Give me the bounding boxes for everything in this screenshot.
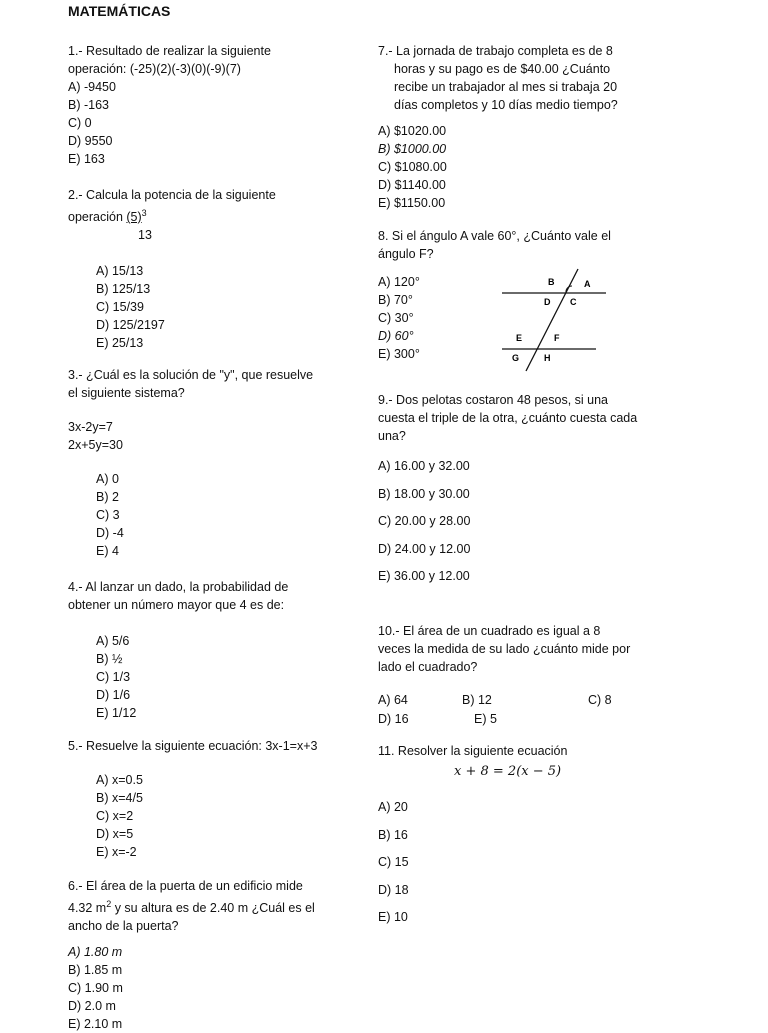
option-e[interactable]: E) 25/13 — [96, 336, 144, 350]
option-d[interactable]: D) 125/2197 — [96, 318, 165, 332]
option-a[interactable]: A) $1020.00 — [378, 124, 447, 138]
option-b[interactable]: B) ½ — [96, 652, 123, 666]
question-text: ángulo F? — [378, 247, 434, 261]
option-a[interactable]: A) 1.80 m — [68, 945, 123, 959]
question-text: 2.- Calcula la potencia de la siguiente — [68, 188, 276, 202]
question-3 — [68, 366, 368, 560]
label-d: D — [544, 297, 551, 307]
question-text: cuesta el triple de la otra, ¿cuánto cuesta cada — [378, 411, 638, 425]
option-e[interactable]: E) 4 — [96, 544, 119, 558]
question-text: 11. Resolver la siguiente ecuación — [378, 744, 568, 758]
label-a: A — [584, 279, 591, 289]
option-c[interactable]: C) 15/39 — [96, 300, 144, 314]
area-value: 4.32 m — [68, 901, 107, 915]
option-e[interactable]: E) 10 — [378, 910, 408, 924]
option-b[interactable]: B) 16 — [378, 827, 408, 842]
option-e[interactable]: E) 1/12 — [96, 706, 137, 720]
question-1 — [68, 42, 368, 168]
option-d[interactable]: D) 2.0 m — [68, 999, 116, 1013]
question-text: 5.- Resuelve la siguiente ecuación: 3x-1=x+3 — [68, 739, 318, 753]
question-text: el siguiente sistema? — [68, 386, 185, 400]
question-5 — [68, 737, 368, 861]
option-b[interactable]: B) x=4/5 — [96, 791, 143, 805]
question-7 — [378, 42, 642, 212]
option-a[interactable]: A) 120° — [378, 275, 420, 289]
option-b[interactable]: B) 2 — [96, 490, 119, 504]
option-d[interactable]: D) -4 — [96, 526, 124, 540]
label-h: H — [544, 353, 551, 363]
option-d[interactable]: D) 60° — [378, 329, 414, 343]
question-8 — [378, 227, 646, 363]
option-d[interactable]: D) 18 — [378, 882, 409, 897]
option-b[interactable]: B) -163 — [68, 98, 109, 112]
question-text: 6.- El área de la puerta de un edificio mide — [68, 879, 303, 893]
option-b[interactable]: B) $1000.00 — [378, 142, 447, 156]
option-a[interactable]: A) 20 — [378, 800, 408, 814]
option-c[interactable]: C) 1/3 — [96, 670, 131, 684]
equation: x + 8 = 2(x − 5) — [454, 764, 562, 779]
question-6 — [68, 877, 368, 1033]
question-11 — [378, 742, 646, 932]
option-a[interactable]: A) -9450 — [68, 80, 116, 94]
option-d[interactable]: D) 9550 — [68, 134, 113, 148]
equation-2: 2x+5y=30 — [68, 438, 123, 452]
question-text: una? — [378, 429, 406, 443]
question-text: lado el cuadrado? — [378, 660, 478, 674]
option-d[interactable]: D) x=5 — [96, 827, 134, 841]
option-b[interactable]: B) 12 — [462, 693, 492, 707]
option-a[interactable]: A) 64 — [378, 693, 408, 707]
option-a[interactable]: A) 0 — [96, 472, 119, 486]
option-a[interactable]: A) x=0.5 — [96, 773, 143, 787]
option-e[interactable]: E) 36.00 y 12.00 — [378, 569, 470, 583]
option-e[interactable]: E) x=-2 — [96, 845, 137, 859]
question-text — [68, 204, 368, 226]
option-c[interactable]: C) 30° — [378, 311, 414, 325]
fraction-denominator: 13 — [138, 228, 152, 242]
exponent: 2 — [106, 899, 112, 909]
label-g: G — [512, 353, 520, 363]
question-text: horas y su pago es de $40.00 ¿Cuánto — [394, 62, 611, 76]
option-e[interactable]: E) 5 — [474, 712, 497, 726]
question-text-rest: y su altura es de 2.40 m ¿Cuál es el — [111, 901, 315, 915]
option-c[interactable]: C) 3 — [96, 508, 120, 522]
option-b[interactable]: B) 125/13 — [96, 282, 151, 296]
option-c[interactable]: C) 0 — [68, 116, 92, 130]
option-d[interactable]: D) 1/6 — [96, 688, 131, 702]
question-text: veces la medida de su lado ¿cuánto mide por — [378, 642, 631, 656]
label-f: F — [554, 333, 560, 343]
question-text — [68, 895, 368, 917]
question-text: ancho de la puerta? — [68, 919, 179, 933]
option-a[interactable]: A) 15/13 — [96, 264, 144, 278]
option-c[interactable]: C) $1080.00 — [378, 160, 447, 174]
option-b[interactable]: B) 1.85 m — [68, 963, 123, 977]
question-2 — [68, 186, 368, 352]
fraction-numerator: (5) — [126, 210, 142, 224]
question-text: operación: (-25)(2)(-3)(0)(-9)(7) — [68, 62, 241, 76]
option-b[interactable]: B) 18.00 y 30.00 — [378, 486, 470, 501]
question-text: 1.- Resultado de realizar la siguiente — [68, 44, 271, 58]
question-text: recibe un trabajador al mes si trabaja 20 — [394, 80, 618, 94]
option-d[interactable]: D) $1140.00 — [378, 178, 446, 192]
option-a[interactable]: A) 5/6 — [96, 634, 130, 648]
option-b[interactable]: B) 70° — [378, 293, 413, 307]
option-e[interactable]: E) $1150.00 — [378, 196, 446, 210]
option-c[interactable]: C) 8 — [588, 693, 612, 707]
page-title: MATEMÁTICAS — [68, 3, 171, 19]
label-c: C — [570, 297, 577, 307]
label-e: E — [516, 333, 523, 343]
exponent: 3 — [141, 208, 147, 218]
question-text: 9.- Dos pelotas costaron 48 pesos, si una — [378, 393, 608, 407]
option-c[interactable]: C) 15 — [378, 855, 409, 869]
label-b: B — [548, 277, 555, 287]
parallel-lines-diagram — [500, 267, 606, 375]
question-prefix: operación — [68, 210, 123, 224]
option-c[interactable]: C) 20.00 y 28.00 — [378, 514, 471, 528]
option-d[interactable]: D) 24.00 y 12.00 — [378, 541, 471, 556]
option-d[interactable]: D) 16 — [378, 712, 409, 726]
option-e[interactable]: E) 163 — [68, 152, 105, 166]
equation-1: 3x-2y=7 — [68, 420, 113, 434]
question-text: 3.- ¿Cuál es la solución de "y", que resuelve — [68, 368, 314, 382]
question-text: días completos y 10 días medio tiempo? — [394, 98, 618, 112]
question-text: obtener un número mayor que 4 es de: — [68, 598, 285, 612]
option-c[interactable]: C) 1.90 m — [68, 981, 123, 995]
question-text: 4.- Al lanzar un dado, la probabilidad de — [68, 580, 289, 594]
question-text: 7.- La jornada de trabajo completa es de 8 — [378, 44, 613, 58]
option-e[interactable]: E) 300° — [378, 347, 420, 361]
question-10 — [378, 622, 646, 732]
question-text: 8. Si el ángulo A vale 60°, ¿Cuánto vale el — [378, 229, 611, 243]
question-4 — [68, 578, 368, 722]
question-9 — [378, 391, 646, 591]
option-e[interactable]: E) 2.10 m — [68, 1017, 123, 1031]
option-c[interactable]: C) x=2 — [96, 809, 134, 823]
question-text: 10.- El área de un cuadrado es igual a 8 — [378, 624, 601, 638]
option-a[interactable]: A) 16.00 y 32.00 — [378, 459, 470, 473]
